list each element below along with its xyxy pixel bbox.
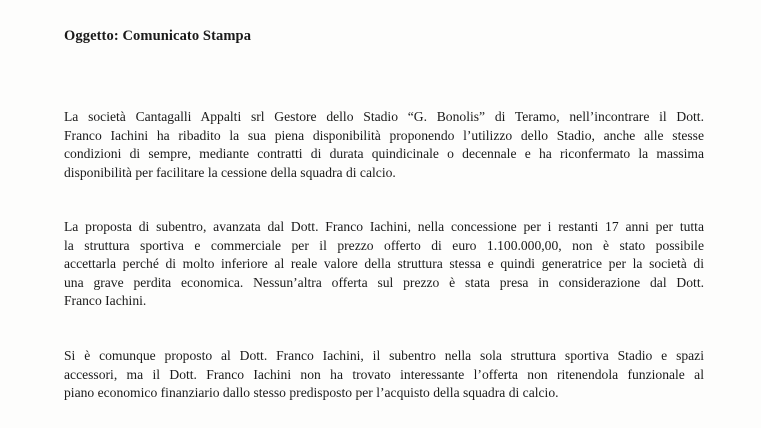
paragraph-subentry-proposal (64, 218, 704, 311)
paragraph-line: disponibilità per facilitare la cessione della squadra di calcio. (64, 164, 396, 180)
paragraph-line: La proposta di subentro, avanzata dal Dott. Franco Iachini, nella concessione per i restanti 17 anni per tutta (64, 219, 704, 234)
paragraph-line: condizioni di sempre, mediante contratti di durata quindicinale o decennale e ha riconfermato la massima (64, 146, 704, 161)
paragraph-line: una grave perdita economica. Nessun’altra offerta sul prezzo è stata presa in considerazione dal Dott. (64, 274, 704, 290)
paragraph-line: Si è comunque proposto al Dott. Franco Iachini, il subentro nella sola struttura sportiva Stadio e spazi (64, 348, 704, 363)
paragraph-line: Franco Iachini ha ribadito la sua piena disponibilità proponendo l’utilizzo dello Stadio, anche alle stesse (64, 127, 704, 143)
paragraph-line: accettarla perché di molto inferiore al reale valore della struttura stessa e quindi generatrice per la società di (64, 256, 704, 271)
paragraph-line: La società Cantagalli Appalti srl Gestore dello Stadio “G. Bonolis” di Teramo, nell’incontrare il Dott. (64, 109, 704, 124)
paragraph-line: accessori, ma il Dott. Franco Iachini non ha trovato interessante l’offerta non ritenendola funzionale al (64, 366, 704, 382)
document-subject: Oggetto: Comunicato Stampa (64, 28, 252, 44)
paragraph-stadium-availability (64, 108, 704, 182)
paragraph-line: Franco Iachini. (64, 293, 147, 308)
paragraph-line: la struttura sportiva e commerciale per il prezzo offerto di euro 1.100.000,00, non è stato possibile (64, 237, 704, 253)
paragraph-alternative-offer (64, 347, 704, 403)
paragraph-line: piano economico finanziario dallo stesso predisposto per l’acquisto della squadra di calcio. (64, 385, 559, 400)
